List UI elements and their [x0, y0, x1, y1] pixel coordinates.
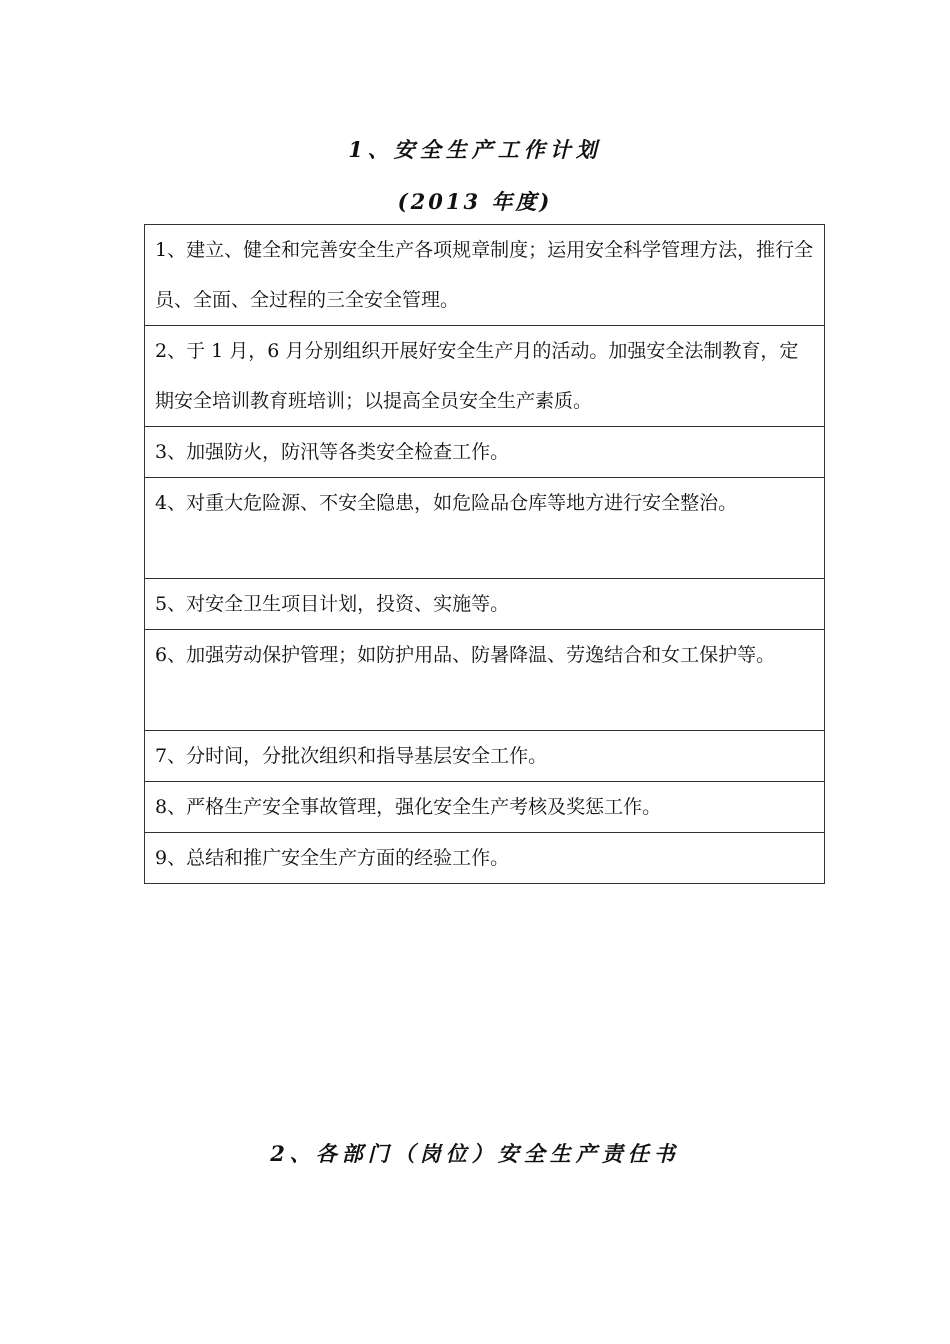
plan-item-2: 2、于 1 月，6 月分别组织开展好安全生产月的活动。加强安全法制教育，定期安全培训教育班培训；以提高全员安全生产素质。	[145, 326, 825, 427]
section-1-title: 1、安全生产工作计划	[348, 137, 602, 162]
table-row	[145, 225, 825, 326]
section-2-title: 2、各部门（岗位）安全生产责任书	[270, 1141, 680, 1166]
table-row	[145, 579, 825, 630]
table-row	[145, 731, 825, 782]
plan-item-7: 7、分时间，分批次组织和指导基层安全工作。	[145, 731, 825, 782]
safety-plan-table	[144, 224, 825, 884]
section-1-subtitle: (2013 年度)	[397, 189, 553, 214]
plan-item-1: 1、建立、健全和完善安全生产各项规章制度；运用安全科学管理方法，推行全员、全面、全过程的三全安全管理。	[145, 225, 825, 326]
table-row	[145, 326, 825, 427]
plan-item-8: 8、严格生产安全事故管理，强化安全生产考核及奖惩工作。	[145, 782, 825, 833]
table-row	[145, 782, 825, 833]
table-row	[145, 427, 825, 478]
table-row	[145, 833, 825, 884]
table-row	[145, 630, 825, 731]
table-row	[145, 478, 825, 579]
plan-item-6: 6、加强劳动保护管理；如防护用品、防暑降温、劳逸结合和女工保护等。	[145, 630, 825, 731]
plan-item-4: 4、对重大危险源、不安全隐患，如危险品仓库等地方进行安全整治。	[145, 478, 825, 579]
plan-item-9: 9、总结和推广安全生产方面的经验工作。	[145, 833, 825, 884]
plan-item-3: 3、加强防火，防汛等各类安全检查工作。	[145, 427, 825, 478]
plan-item-5: 5、对安全卫生项目计划，投资、实施等。	[145, 579, 825, 630]
